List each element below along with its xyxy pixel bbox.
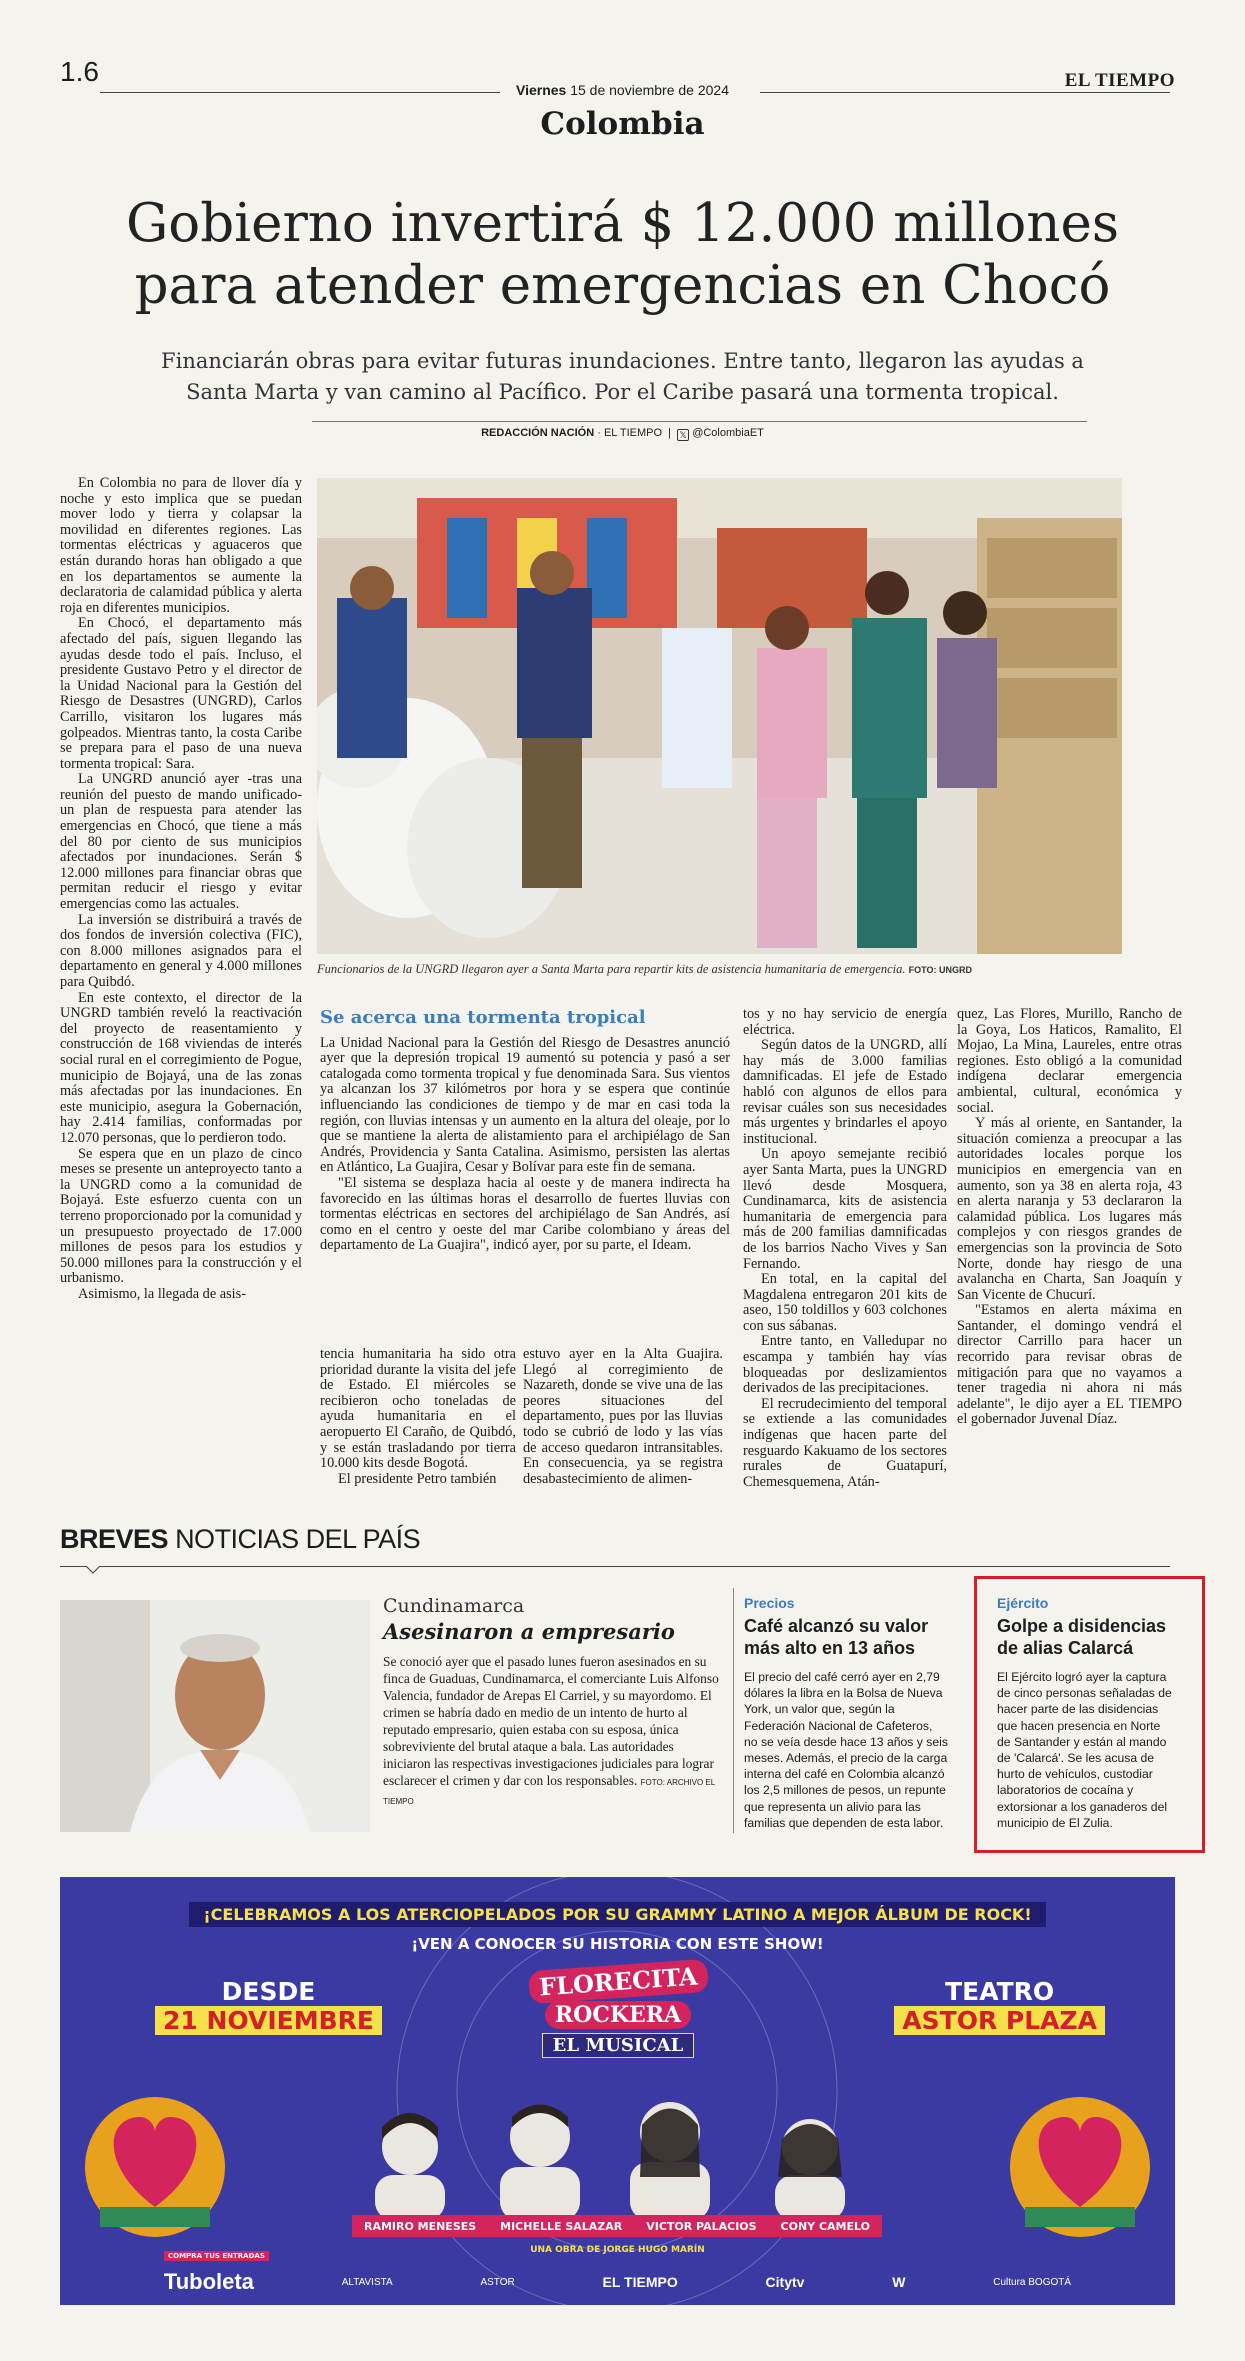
brief-kicker: Precios: [744, 1595, 795, 1611]
ad-venue-name: ASTOR PLAZA: [894, 2006, 1105, 2035]
paragraph: El recrudecimiento del temporal se extiende a las comunidades indígenas que hacen parte del resguardo Kakuamo de los sectores rurales de Guatapurí, Chemesquemena, Atán-: [743, 1395, 947, 1490]
paragraph: quez, Las Flores, Murillo, Rancho de la Goya, Los Haticos, Ramalito, El Mojao, La Mina, Laureles, entre otras regiones. Esto obligó a la comunidad indígena declarar emergencia ambiental, cultural, económica y social.: [957, 1006, 1182, 1116]
brief-body: El Ejército logró ayer la captura de cinco personas señaladas de hacer parte de las disidencias que hacen presencia en Norte de Santander y están al mando de 'Calarcá'. Se les acusa de hurto de vehículos, custodiar laboratorios de cocaína y extorsionar a los ganaderos del municipio de El Zulia.: [997, 1670, 1172, 1830]
section-title: Colombia: [540, 106, 705, 142]
breves-title: [60, 1524, 420, 1555]
ad-date: [155, 1977, 382, 2035]
article-column-1: [60, 476, 302, 1302]
cast-name: MICHELLE SALAZAR: [500, 2219, 623, 2233]
sponsor-logo: Citytv: [765, 2274, 805, 2290]
ad-headline: [60, 1905, 1175, 1924]
article-column-4: [957, 1007, 1182, 1428]
sponsor-logo: Cultura BOGOTÁ: [993, 2276, 1072, 2288]
sponsor-logo: ALTAVISTA: [341, 2276, 393, 2288]
paragraph: El presidente Petro también: [338, 1470, 497, 1487]
brief-headline: Café alcanzó su valor más alto en 13 años: [744, 1616, 929, 1658]
cast-name: RAMIRO MENESES: [363, 2219, 477, 2233]
paragraph: Entre tanto, en Valledupar no escampa y también hay vías bloqueadas por deslizamientos derivados de las precipitaciones.: [743, 1333, 947, 1397]
brief-body-text: Se conoció ayer que el pasado lunes fueron asesinados en su finca de Guaduas, Cundinamarca, el comerciante Luis Alfonso Valencia, fundador de Arepas El Carriel, y su mayordomo. El crimen se habría dado en medio de un intento de hurto al reputado empresario, quien estaba con su esposa, única sobreviviente del brutal ataque a bala. Las autoridades iniciaron las respectivas investigaciones judiciales para lograr esclarecer el crimen y dar con los responsables.: [383, 1654, 719, 1788]
brief-headline: Asesinaron a empresario: [383, 1619, 675, 1644]
date-rest: 15 de noviembre de 2024: [570, 82, 730, 98]
show-logo-line-3: EL MUSICAL: [542, 2033, 695, 2058]
article-column-2: [320, 1007, 730, 1254]
paragraph: Un apoyo semejante recibió ayer Santa Marta, pues la UNGRD llevó desde Mosquera, Cundinamarca, kits de asistencia humanitaria de emergencia para más de 200 familias damnificadas de los barrios Nacho Vives y San Fernando.: [743, 1146, 947, 1272]
brief-cundinamarca: [383, 1595, 723, 1810]
page-number: 1.6: [60, 56, 99, 87]
sponsor-logo: EL TIEMPO: [602, 2274, 678, 2290]
paragraph: En total, en la capital del Magdalena entregaron 201 kits de aseo, 150 toldillos y 603 colchones con sus sábanas.: [743, 1271, 947, 1334]
breves-title-bold: BREVES: [60, 1524, 169, 1554]
paragraph: Según datos de la UNGRD, allí hay más de 3.000 familias damnificadas. El jefe de Estado habló con algunos de ellos para revisar cuáles son sus necesidades más urgentes y brindarles el apoyo institucional.: [743, 1037, 947, 1147]
sponsor-logo: ASTOR: [480, 2276, 515, 2288]
paragraph: tos y no hay servicio de energía eléctrica.: [743, 1006, 947, 1038]
aid-distribution-photo: [317, 478, 1122, 954]
paragraph: La UNGRD anunció ayer -tras una reunión del puesto de mando unificado- un plan de respuesta para atender las emergencias en Chocó, que tiene a más del 80 por ciento de sus municipios afectados por inundaciones. Serán $ 12.000 millones para financiar obras que permitan reducir el riesgo y evitar emergencias como las actuales.: [60, 771, 302, 913]
ticketer-logo[interactable]: Tuboleta: [163, 2269, 254, 2294]
brief-precios: [744, 1595, 949, 1831]
date-day: Viernes: [515, 82, 567, 98]
ad-venue-label: TEATRO: [945, 1977, 1055, 2006]
brief-kicker: Ejército: [997, 1595, 1049, 1611]
paragraph: Se espera que en un plazo de cinco meses se presente un anteproyecto tanto a la UNGRD como a la comunidad de Bojayá. Este esfuerzo cuenta con un terreno proporcionado por la comunidad y un presupuesto proyectado de 17.000 millones de pesos para los estudios y 50.000 millones para la construcción y el urbanismo.: [60, 1145, 302, 1287]
cast-names: [352, 2215, 882, 2237]
article-headline: Gobierno invertirá $ 12.000 millones para atender emergencias en Chocó: [125, 193, 1120, 316]
dateline: [0, 82, 1245, 98]
brief-body: El precio del café cerró ayer en 2,79 dólares la libra en la Bolsa de Nueva York, un valor que, según la Federación Nacional de Cafeteros, no se veía desde hace 13 años y seis meses. Además, el precio de la carga interna del café en Colombia alcanzó los 2,5 millones de pesos, un repunte que representa un alivio para las familias que dependen de esta labor.: [744, 1670, 948, 1830]
byline-outlet: · EL TIEMPO: [597, 427, 663, 439]
paragraph: tencia humanitaria ha sido otra prioridad durante la visita del jefe de Estado. El miércoles se recibieron ocho toneladas de ayuda humanitaria en el aeropuerto El Caraño, de Quibdó, y se están trasladando por tierra 10.000 kits desde Bogotá.: [320, 1346, 516, 1472]
brand-logo: EL TIEMPO: [1064, 70, 1175, 91]
brief-ejercito: [997, 1595, 1177, 1831]
article-column-3: [743, 1007, 947, 1490]
ad-headline-text: ¡CELEBRAMOS A LOS ATERCIOPELADOS POR SU GRAMMY LATINO A MEJOR ÁLBUM DE ROCK!: [189, 1902, 1045, 1927]
right-heart-ornament: [1010, 2097, 1150, 2237]
ad-date-value: 21 NOVIEMBRE: [155, 2006, 382, 2035]
photo-credit: FOTO: UNGRD: [908, 965, 972, 975]
byline-rule: [312, 421, 1087, 422]
paragraph: En Chocó, el departamento más afectado del país, siguen llegando las ayudas desde todo el país. Incluso, el presidente Gustavo Petro y el director de la Unidad Nacional para la Gestión del Riesgo de Desastres (UNGRD), Carlos Carrillo, visitaron los lugares más golpeados. Mientras tanto, la costa Caribe se prepara para el paso de una nueva tormenta tropical: Sara.: [60, 615, 302, 772]
brief-photo-portrait: [60, 1600, 370, 1832]
x-icon: 𝕏: [677, 429, 689, 441]
brief-body: [383, 1653, 723, 1810]
article-deck: Financiarán obras para evitar futuras inundaciones. Entre tanto, llegaron las ayudas a Santa Marta y van camino al Pacífico. Por el Caribe pasará una tormenta tropical.: [161, 349, 1084, 404]
brief-divider: [733, 1588, 734, 1833]
show-logo: [518, 1961, 718, 2058]
caption-text: Funcionarios de la UNGRD llegaron ayer a Santa Marta para repartir kits de asistencia humanitaria de emergencia.: [317, 962, 906, 976]
paragraph: "El sistema se desplaza hacia al oeste y de manera indirecta ha favorecido en las últimas horas el desarrollo de fuertes lluvias con tormentas eléctricas en sectores del archipiélago de San Andrés, así como en el centro y oeste del mar Caribe colombiano y áreas del departamento de La Guajira", indicó ayer, por su parte, el Ideam.: [320, 1174, 730, 1254]
brief-kicker: Cundinamarca: [383, 1595, 525, 1617]
paragraph: En este contexto, el director de la UNGRD también reveló la reactivación del proyecto de reasentamiento y construcción de 168 viviendas de interés social rural en el corregimiento de Pogue, municipio de Bojayá, una de las zonas más afectadas por las inundaciones. En este municipio, asegura la Gobernación, hay 2.414 familias, conformadas por 12.070 personas, que lo perdieron todo.: [60, 989, 302, 1146]
byline-author: REDACCIÓN NACIÓN: [481, 427, 595, 439]
portrait-photo: [60, 1600, 370, 1832]
cast-name: CONY CAMELO: [780, 2219, 870, 2233]
sponsor-bar: [60, 2259, 1175, 2305]
paragraph: En Colombia no para de llover día y noche y esto implica que se puedan mover lodo y tierra y colapsar la movilidad en diferentes regiones. Las tormentas eléctricas y aguaceros que están durando horas han obligado a que en los departamentos se aumente la declaratoria de calamidad pública y alerta roja en diferentes municipios.: [60, 475, 302, 616]
byline: REDACCIÓN NACIÓN · EL TIEMPO | 𝕏 @ColombiaET: [481, 427, 764, 440]
paragraph: La inversión se distribuirá a través de dos fondos de inversión colectiva (FIC), con 8.000 millones asignados para el departamento en general y 4.000 millones para Quibdó.: [60, 911, 302, 990]
paragraph: Asimismo, la llegada de asis-: [78, 1285, 246, 1302]
ad-date-label: DESDE: [221, 1977, 316, 2006]
byline-handle[interactable]: @ColombiaET: [692, 427, 764, 439]
show-logo-line-1: FLORECITA: [528, 1959, 708, 2004]
article-photo: [317, 478, 1122, 954]
cast-name: VICTOR PALACIOS: [646, 2219, 757, 2233]
breves-notch-icon: [86, 1566, 100, 1574]
show-advertisement[interactable]: [60, 1877, 1175, 2305]
paragraph: "Estamos en alerta máxima en Santander, el domingo vendrá el director Carrillo para hacer un recorrido para revisar obras de mitigación para que no vayamos a tener tragedia ni ahora ni más adelante", le dijo ayer a EL TIEMPO el gobernador Juvenal Díaz.: [957, 1302, 1182, 1428]
article-column-2b: [320, 1347, 516, 1487]
brief-photo-credit: FOTO: ARCHIVO EL TIEMPO: [383, 1778, 715, 1806]
brief-headline: Golpe a disidencias de alias Calarcá: [997, 1616, 1167, 1658]
paragraph: estuvo ayer en la Alta Guajira. Llegó al corregimiento de Nazareth, donde se vive una de las peores situaciones del departamento, pues por las lluvias todo se cubrió de lodo y las vías de acceso quedaron intransitables. En consecuencia, ya se registra desabastecimiento de alimen-: [523, 1346, 723, 1487]
article-column-2c: [523, 1347, 723, 1487]
breves-title-rest: NOTICIAS DEL PAÍS: [175, 1524, 421, 1554]
article-subhead: Se acerca una tormenta tropical: [320, 1007, 646, 1028]
buy-tickets-label: COMPRA TUS ENTRADAS: [164, 2251, 269, 2261]
ad-venue: [894, 1977, 1105, 2035]
left-heart-ornament: [85, 2097, 225, 2237]
paragraph: Y más al oriente, en Santander, la situación comienza a preocupar a las autoridades locales porque los municipios en emergencia van en aumento, son ya 38 en alerta roja, 43 en alerta naranja y 53 declararon la calamidad pública. Los lugares más complejos y con riesgos grandes de emergencias son la provincia de Soto Norte, donde hay riesgo de una avalancha en Charta, San Joaquín y San Vicente de Chucurí.: [957, 1115, 1182, 1303]
ad-subheadline: ¡VEN A CONOCER SU HISTORIA CON ESTE SHOW!: [411, 1935, 824, 1953]
ad-credit: UNA OBRA DE JORGE HUGO MARÍN: [530, 2245, 705, 2255]
photo-caption: [317, 962, 1122, 977]
breves-rule: [60, 1566, 1170, 1567]
sponsor-logo: W: [892, 2274, 906, 2290]
show-logo-line-2: ROCKERA: [545, 2001, 691, 2029]
paragraph: La Unidad Nacional para la Gestión del Riesgo de Desastres anunció ayer que la depresión tropical 19 aumentó su potencia y pasó a ser catalogada como tormenta tropical y fue denominada Sara. Sus vientos ya alcanzan los 37 kilómetros por hora y se espera que continúe influenciando las condiciones de tiempo y de mar en casi toda la región, con lluvias intensas y un aumento en la altura del oleaje, por lo que se mantiene la alerta de alistamiento para el archipiélago de San Andrés, Providencia y Santa Catalina. Asimismo, persisten las alertas en Atlántico, La Guajira, Cesar y Bolívar para este fin de semana.: [320, 1034, 730, 1176]
